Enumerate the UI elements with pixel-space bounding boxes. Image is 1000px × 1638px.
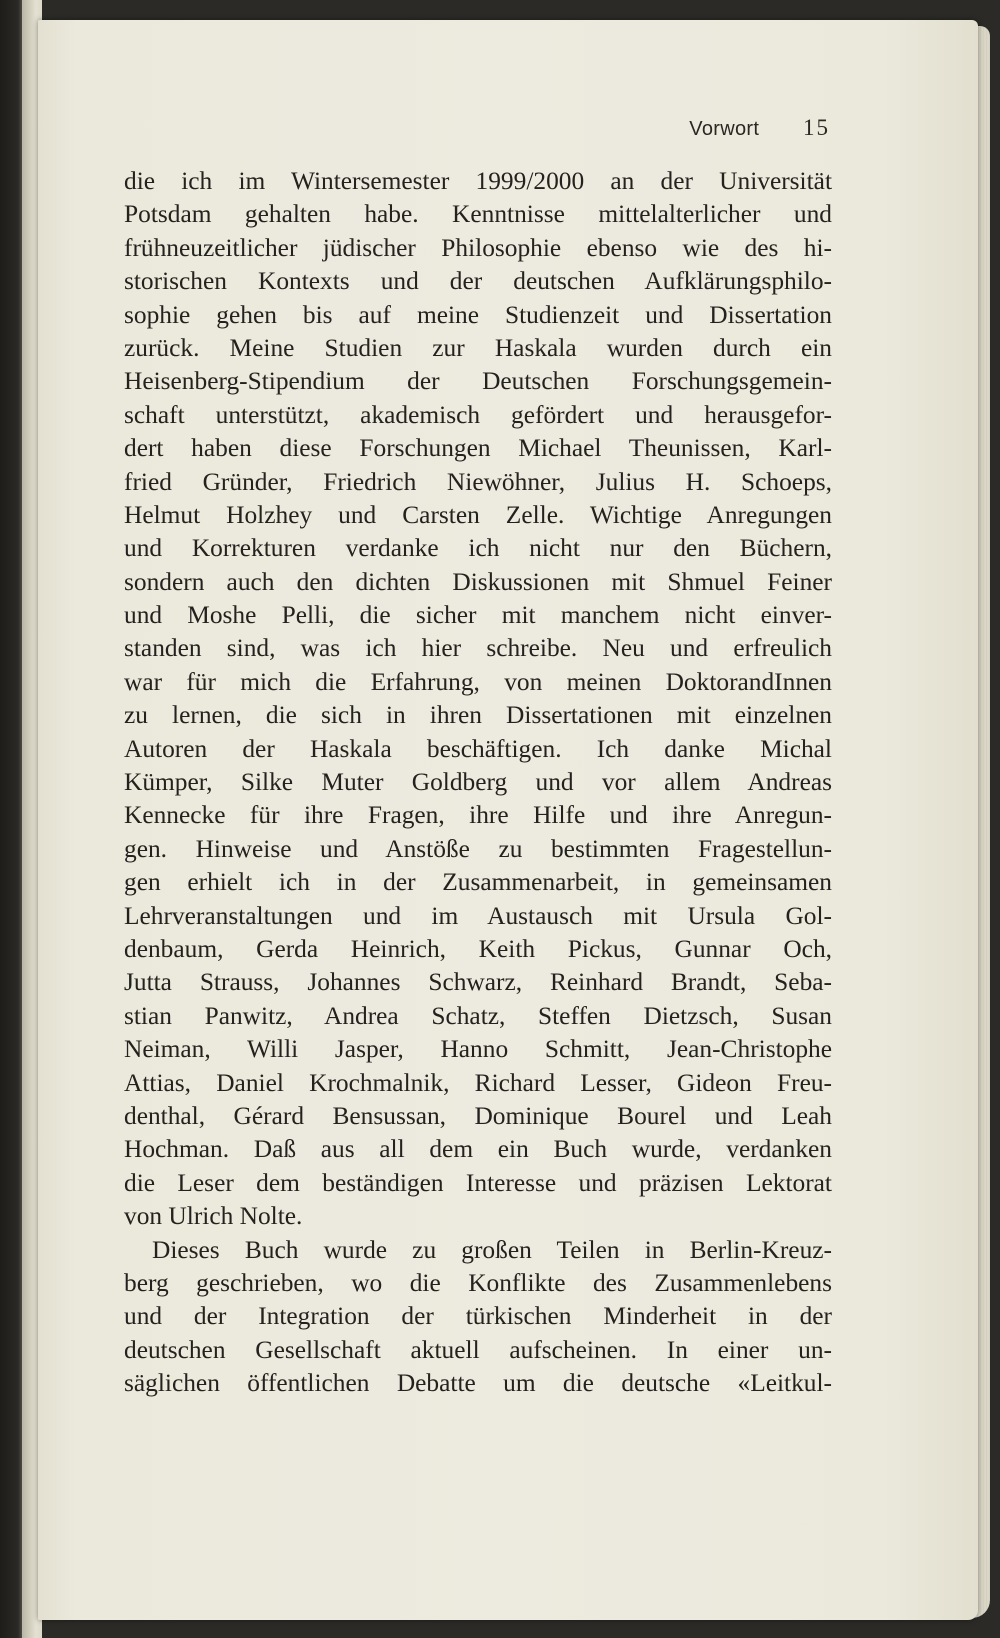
text-line: Potsdam gehalten habe. Kenntnisse mittelalterlicher und xyxy=(124,200,832,229)
text-line: säglichen öffentlichen Debatte um die deutsche «Leitkul- xyxy=(124,1369,832,1398)
text-line: sophie gehen bis auf meine Studienzeit und Dissertation xyxy=(124,300,832,329)
text-line: und der Integration der türkischen Minderheit in der xyxy=(124,1302,832,1331)
text-line: Autoren der Haskala beschäftigen. Ich danke Michal xyxy=(124,734,832,763)
text-line: gen. Hinweise und Anstöße zu bestimmten Fragestellun- xyxy=(124,834,832,863)
text-line: Kennecke für ihre Fragen, ihre Hilfe und ihre Anregun- xyxy=(124,801,832,830)
text-line: Lehrveranstaltungen und im Austausch mit Ursula Gol- xyxy=(124,901,832,930)
text-line: war für mich die Erfahrung, von meinen DoktorandInnen xyxy=(124,667,832,696)
page-number: 15 xyxy=(803,115,830,140)
paragraph-start-line: Dieses Buch wurde zu großen Teilen in Berlin-Kreuz- xyxy=(152,1235,832,1264)
text-line: Jutta Strauss, Johannes Schwarz, Reinhard Brandt, Seba- xyxy=(124,968,832,997)
text-line: die Leser dem beständigen Interesse und präzisen Lektorat xyxy=(124,1168,832,1197)
text-line: Helmut Holzhey und Carsten Zelle. Wichtige Anregungen xyxy=(124,500,832,529)
text-line: berg geschrieben, wo die Konflikte des Zusammenlebens xyxy=(124,1268,832,1297)
text-line: denthal, Gérard Bensussan, Dominique Bourel und Leah xyxy=(124,1101,832,1130)
text-line: frühneuzeitlicher jüdischer Philosophie ebenso wie des hi- xyxy=(124,233,832,262)
text-line: dert haben diese Forschungen Michael Theunissen, Karl- xyxy=(124,434,832,463)
text-line: storischen Kontexts und der deutschen Aufklärungsphilo- xyxy=(124,267,832,296)
text-line: Hochman. Daß aus all dem ein Buch wurde, verdanken xyxy=(124,1135,832,1164)
text-line: denbaum, Gerda Heinrich, Keith Pickus, Gunnar Och, xyxy=(124,934,832,963)
text-line: und Korrekturen verdanke ich nicht nur den Büchern, xyxy=(124,534,832,563)
text-line: Kümper, Silke Muter Goldberg und vor allem Andreas xyxy=(124,768,832,797)
text-line: zurück. Meine Studien zur Haskala wurden durch ein xyxy=(124,333,832,362)
text-line: Attias, Daniel Krochmalnik, Richard Lesser, Gideon Freu- xyxy=(124,1068,832,1097)
text-line: gen erhielt ich in der Zusammenarbeit, in gemeinsamen xyxy=(124,868,832,897)
text-line: schaft unterstützt, akademisch gefördert und herausgefor- xyxy=(124,400,832,429)
text-line: Neiman, Willi Jasper, Hanno Schmitt, Jean-Christophe xyxy=(124,1035,832,1064)
text-line: und Moshe Pelli, die sicher mit manchem nicht einver- xyxy=(124,601,832,630)
text-line: standen sind, was ich hier schreibe. Neu und erfreulich xyxy=(124,634,832,663)
body-text xyxy=(124,165,832,1400)
text-line: sondern auch den dichten Diskussionen mit Shmuel Feiner xyxy=(124,567,832,596)
text-line: deutschen Gesellschaft aktuell aufscheinen. In einer un- xyxy=(124,1335,832,1364)
text-line: fried Gründer, Friedrich Niewöhner, Julius H. Schoeps, xyxy=(124,467,832,496)
running-header xyxy=(689,115,830,141)
running-title: Vorwort xyxy=(689,118,760,140)
text-line: die ich im Wintersemester 1999/2000 an der Universität xyxy=(124,167,832,195)
text-line: zu lernen, die sich in ihren Dissertationen mit einzelnen xyxy=(124,701,832,730)
text-line: Heisenberg-Stipendium der Deutschen Forschungsgemein- xyxy=(124,367,832,396)
text-line: von Ulrich Nolte. xyxy=(124,1202,303,1231)
text-line: stian Panwitz, Andrea Schatz, Steffen Dietzsch, Susan xyxy=(124,1001,832,1030)
